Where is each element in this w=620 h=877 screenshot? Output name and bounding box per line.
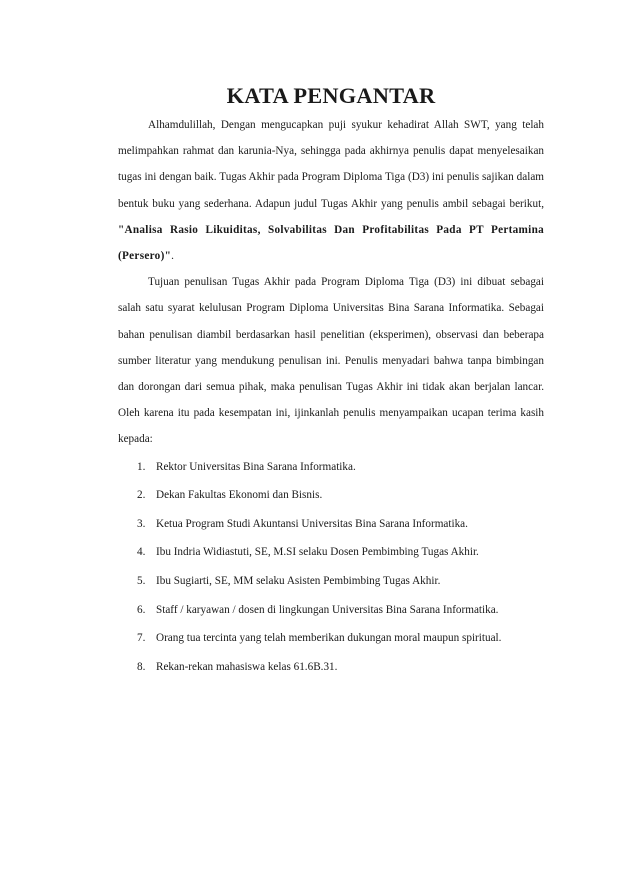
list-item xyxy=(118,596,544,625)
list-item-text: Ketua Program Studi Akuntansi Universitas Bina Sarana Informatika. xyxy=(156,517,468,530)
page-title: KATA PENGANTAR xyxy=(226,83,436,108)
list-item-text: Dekan Fakultas Ekonomi dan Bisnis. xyxy=(156,489,323,502)
list-item-number: 7. xyxy=(137,632,146,645)
list-item-number: 1. xyxy=(137,460,146,473)
list-item xyxy=(118,567,544,596)
list-item-number: 2. xyxy=(137,489,146,502)
list-item-text: Orang tua tercinta yang telah memberikan dukungan moral maupun spiritual. xyxy=(156,632,502,645)
list-item xyxy=(118,653,544,682)
paragraph-purpose: Tujuan penulisan Tugas Akhir pada Program Diploma Tiga (D3) ini dibuat sebagai salah satu syarat kelulusan Program Diploma Universitas Bina Sarana Informatika. Sebagai bahan penulisan diambil berdasarkan hasil penelitian (eksperimen), observasi dan beberapa sumber literatur yang mendukung penulisan ini. Penulis menyadari bahwa tanpa bimbingan dan dorongan dari semua pihak, maka penulisan Tugas Akhir ini tidak akan berjalan lancar. Oleh karena itu pada kesempatan ini, ijinkanlah penulis menyampaikan ucapan terima kasih kepada: xyxy=(118,276,544,446)
list-item-number: 3. xyxy=(137,517,146,530)
list-item xyxy=(118,453,544,482)
list-item-number: 6. xyxy=(137,603,146,616)
paragraph-intro-text: Alhamdulillah, Dengan mengucapkan puji syukur kehadirat Allah SWT, yang telah melimpahkan rahmat dan karunia-Nya, sehingga pada akhirnya penulis dapat menyelesaikan tugas ini dengan baik. Tugas Akhir pada Program Diploma Tiga (D3) ini penulis sajikan dalam bentuk buku yang sederhana. Adapun judul Tugas Akhir yang penulis ambil sebagai berikut, xyxy=(118,119,544,210)
list-item xyxy=(118,538,544,567)
list-item-text: Ibu Indria Widiastuti, SE, M.SI selaku Dosen Pembimbing Tugas Akhir. xyxy=(156,546,479,559)
list-item-text: Staff / karyawan / dosen di lingkungan Universitas Bina Sarana Informatika. xyxy=(156,603,499,616)
paragraph-intro-end: . xyxy=(171,250,174,263)
list-item xyxy=(118,510,544,539)
list-item-number: 4. xyxy=(137,546,146,559)
list-item-text: Ibu Sugiarti, SE, MM selaku Asisten Pembimbing Tugas Akhir. xyxy=(156,575,441,588)
list-item-text: Rektor Universitas Bina Sarana Informatika. xyxy=(156,460,356,473)
thesis-title: "Analisa Rasio Likuiditas, Solvabilitas Dan Profitabilitas Pada PT Pertamina (Persero)" xyxy=(118,223,544,263)
list-item-number: 5. xyxy=(137,575,146,588)
acknowledgement-list xyxy=(118,453,544,682)
paragraph-intro xyxy=(118,112,544,269)
list-item xyxy=(118,624,544,653)
list-item-text: Rekan-rekan mahasiswa kelas 61.6B.31. xyxy=(156,660,338,673)
list-item xyxy=(118,481,544,510)
document-page xyxy=(118,83,544,681)
list-item-number: 8. xyxy=(137,660,146,673)
